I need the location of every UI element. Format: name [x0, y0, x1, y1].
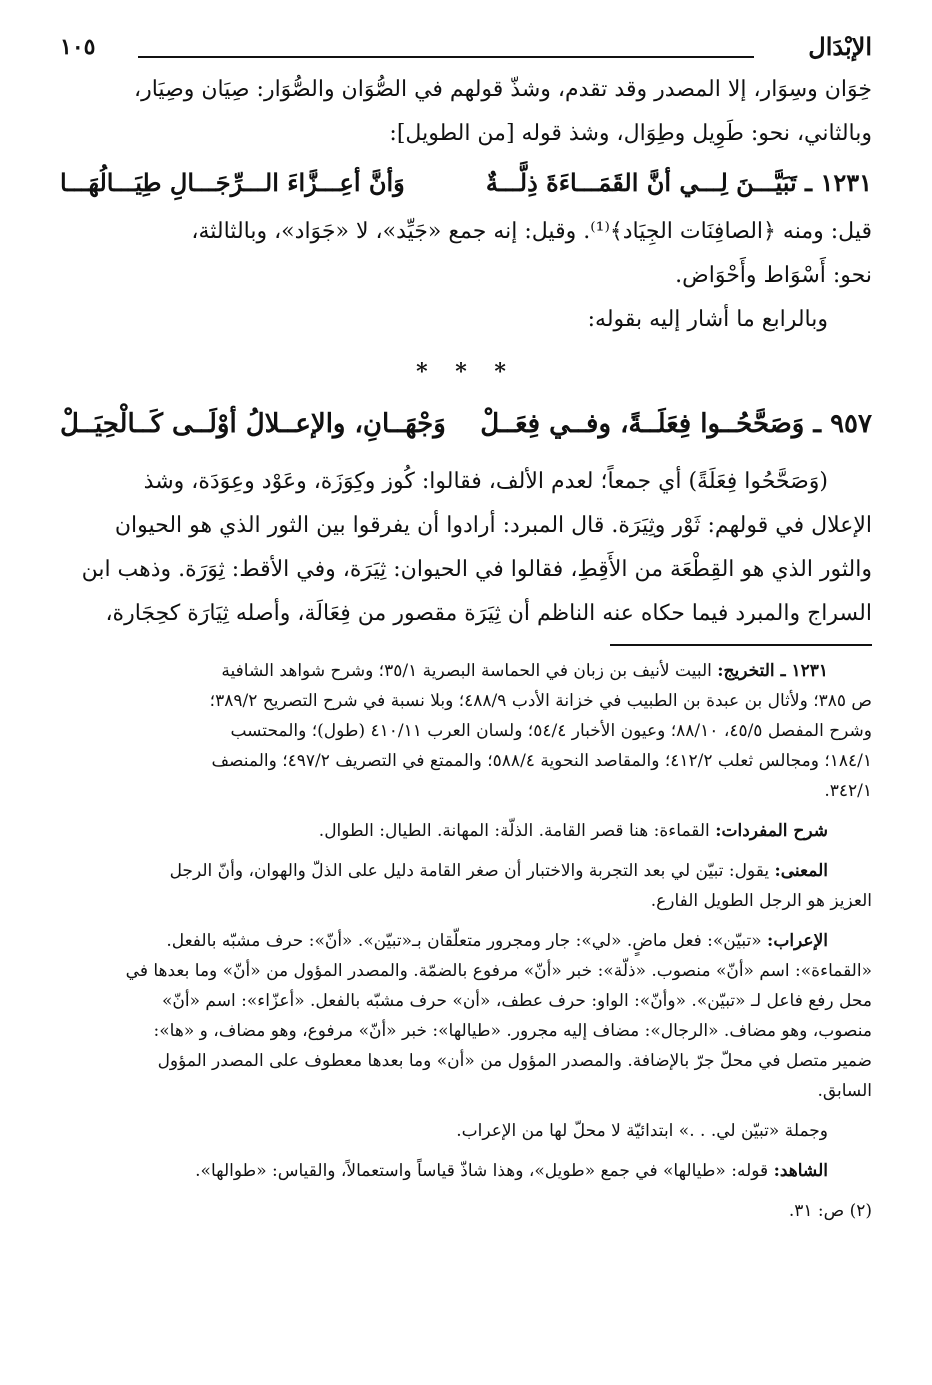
mufradat-label: شرح المفردات: [715, 821, 828, 841]
body-line: قيل: ومنه ﴿الصافِنَات الجِيَاد﴾⁽¹⁾. وقيل: إنه جمع «جَيِّد»، لا «جَوَاد»، وبالثالثة، [191, 219, 872, 244]
section-divider-stars: * * * [416, 359, 516, 385]
ref-text: (٢) ص: ٣١. [788, 1201, 872, 1221]
takhrij-line: ١٨٤/١؛ ومجالس ثعلب ٤١٢/٢؛ والمقاصد النحوية ٥٨٨/٤؛ والممتع في التصريف ٤٩٧/٢؛ والمنصف [211, 751, 872, 771]
takhrij-label: ١٢٣١ ـ التخريج: [717, 661, 828, 681]
footnote-ref [60, 1196, 872, 1226]
mana-label: المعنى: [774, 861, 828, 881]
alfiya-verse [60, 398, 872, 450]
verse-number: ١٢٣١ ـ [805, 168, 872, 197]
header-rule [138, 56, 754, 58]
irab-label: الإعراب: [767, 931, 828, 951]
commentary-line: والثور الذي هو القِطْعَة من الأَقِطِ، فقالوا في الحيوان: ثِيَرَة، وفي الأقط: ثِوَرَة. وذهب ابن [81, 557, 872, 582]
alfiya-hemistich-first: ٩٥٧ ـ وَصَحَّحُــوا فِعَلَــةً، وفــي فِعَــلْ [480, 409, 872, 439]
commentary-line: الإعلال في قولهم: ثَوْر وثِيَرَة. قال المبرد: أرادوا أن يفرقوا بين الثور الذي هو الحيوان [114, 513, 872, 538]
commentary-line: السراج والمبرد فيما حكاه عنه الناظم أن ثِيَرَة مقصور من فِعَالَة، وأصله ثِيَارَة كحِجَارة، [105, 601, 872, 626]
body-line: خِوَان وسِوَار، إلا المصدر وقد تقدم، وشذّ قولهم في الصُّوَان والصُّوَار: صِيَان وصِيَار، [134, 77, 872, 102]
commentary-line: (وَصَحَّحُوا فِعَلَةً) أي جمعاً؛ لعدم الألف، فقالوا: كُوز وكِوَزَة، وعَوْد وعِوَدَة، وشذ [143, 469, 828, 494]
takhrij-line: وشرح المفصل ٤٥/٥، ٨٨/١٠؛ وعيون الأخبار ٥٤/٤؛ ولسان العرب ٤١٠/١١ (طول)؛ والمحتسب [230, 721, 872, 741]
irab-line: السابق. [817, 1081, 872, 1101]
body-line: وبالثاني، نحو: طَوِيل وطِوَال، وشذ قوله [من الطويل]: [389, 121, 872, 146]
verse-hemistich-second: وَأنَّ أعِـــزَّاءَ الـــرِّجَـــالِ طِيَـــالُهَـــا [60, 168, 405, 197]
takhrij-text: البيت لأنيف بن زبان في الحماسة البصرية ٣٥/١؛ وشرح شواهد الشافية [221, 661, 712, 681]
jumla-text: وجملة «تبيّن لي. . .» ابتدائيّة لا محلّ لها من الإعراب. [456, 1121, 828, 1141]
shahid-text: قوله: «طيالها» في جمع «طويل»، وهذا شاذّ قياساً واستعمالاً، والقياس: «طوالها». [195, 1161, 769, 1181]
alfiya-hemistich-second: وَجْهَــانِ، والإعــلالُ أوْلَــى كَــالْحِيَــلْ [60, 409, 446, 439]
takhrij-line: ص ٣٨٥؛ ولأثال بن عبدة بن الطبيب في خزانة الأدب ٤٨٨/٩؛ وبلا نسبة في شرح التصريح ٣٨٩/٢؛ [209, 691, 872, 711]
body-line: وبالرابع ما أشار إليه بقوله: [587, 307, 828, 332]
irab-line: منصوب، وهو مضاف. «الرجال»: مضاف إليه مجرور. «طيالها»: خبر «أنّ» مرفوع، وهو مضاف، و «ها»: [153, 1021, 872, 1041]
footnote-jumla [60, 1116, 872, 1146]
irab-line: محل رفع فاعل لـ «تبيّن». «وأنّ»: الواو: حرف عطف، «أن» حرف مشبّه بالفعل. «أعزّاء»: اسم «أنّ» [162, 991, 872, 1011]
main-text [60, 68, 872, 636]
footnote-mana [60, 856, 872, 916]
irab-line: «القماءة»: اسم «أنّ» منصوب. «ذلّة»: خبر «أنّ» مرفوع بالضمّة. والمصدر المؤول من «أنّ» وما بعدها في [125, 961, 872, 981]
chapter-title: الإبْدَال [808, 32, 872, 61]
mufradat-text: القماءة: هنا قصر القامة. الذلّة: المهانة. الطيال: الطوال. [318, 821, 710, 841]
body-line: نحو: أَسْوَاط وأَحْوَاض. [675, 263, 872, 288]
footnote-shahid [60, 1156, 872, 1186]
takhrij-line: ٣٤٢/١. [824, 781, 872, 801]
verse-hemistich-first: ١٢٣١ ـ تَبَيَّـــنَ لِـــي أنَّ القَمَـــاءَةَ ذِلَّـــةٌ [485, 168, 872, 197]
footnotes [60, 656, 872, 1226]
footnote-separator [610, 644, 872, 646]
book-page [60, 24, 872, 1385]
footnote-takhrij [60, 656, 872, 806]
page-number: ١٠٥ [60, 34, 96, 60]
irab-line: ضمير متصل في محلّ جرّ بالإضافة. والمصدر المؤول من «أن» وما بعدها معطوف على المصدر المؤول [157, 1051, 872, 1071]
mana-text: يقول: تبيّن لي بعد التجربة والاختبار أن صغر القامة دليل على الذلّ والهوان، وأنّ الرجل [169, 861, 770, 881]
poetry-verse [60, 160, 872, 206]
mana-line: العزيز هو الرجل الطويل الفارع. [650, 891, 872, 911]
running-head [60, 24, 872, 68]
shahid-label: الشاهد: [773, 1161, 828, 1181]
irab-text: «تبيّن»: فعل ماضٍ. «لي»: جار ومجرور متعلّقان بـ«تبيّن». «أنّ»: حرف مشبّه بالفعل. [166, 931, 762, 951]
footnote-irab [60, 926, 872, 1106]
footnote-mufradat [60, 816, 872, 846]
